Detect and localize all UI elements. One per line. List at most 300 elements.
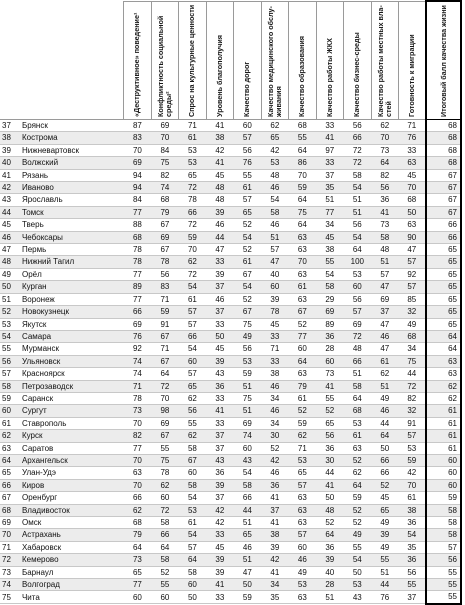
score-cell: 60 xyxy=(151,492,178,504)
score-cell: 39 xyxy=(261,541,288,553)
score-cell: 82 xyxy=(151,169,178,181)
score-cell: 49 xyxy=(234,330,261,342)
city-cell: Архангельск xyxy=(18,454,124,466)
score-cell: 54 xyxy=(316,268,343,280)
score-cell: 72 xyxy=(399,380,426,392)
score-cell: 75 xyxy=(151,454,178,466)
table-row xyxy=(0,194,461,206)
score-cell: 41 xyxy=(206,405,233,417)
score-cell: 50 xyxy=(344,566,371,578)
score-cell: 41 xyxy=(316,479,343,491)
score-cell: 94 xyxy=(124,169,151,181)
score-cell: 41 xyxy=(316,380,343,392)
score-cell: 64 xyxy=(344,479,371,491)
total-score-cell: 64 xyxy=(426,330,461,342)
score-cell: 41 xyxy=(261,517,288,529)
score-cell: 87 xyxy=(124,120,151,132)
score-cell: 63 xyxy=(289,492,316,504)
score-cell: 53 xyxy=(234,355,261,367)
score-cell: 63 xyxy=(344,442,371,454)
score-cell: 54 xyxy=(179,529,206,541)
score-cell: 69 xyxy=(151,120,178,132)
score-cell: 49 xyxy=(399,318,426,330)
score-cell: 71 xyxy=(179,120,206,132)
score-cell: 60 xyxy=(179,355,206,367)
rank-cell: 66 xyxy=(0,479,18,491)
score-cell: 66 xyxy=(124,492,151,504)
score-cell: 47 xyxy=(206,244,233,256)
score-cell: 66 xyxy=(151,529,178,541)
table-row xyxy=(0,281,461,293)
score-cell: 65 xyxy=(124,566,151,578)
city-cell: Якутск xyxy=(18,318,124,330)
score-cell: 34 xyxy=(399,343,426,355)
score-cell: 46 xyxy=(261,405,288,417)
rank-header xyxy=(0,1,18,120)
city-cell: Иваново xyxy=(18,182,124,194)
table-row xyxy=(0,219,461,231)
score-cell: 61 xyxy=(344,430,371,442)
score-cell: 37 xyxy=(206,442,233,454)
rank-cell: 68 xyxy=(0,504,18,516)
score-cell: 52 xyxy=(344,504,371,516)
score-cell: 71 xyxy=(261,343,288,355)
score-cell: 56 xyxy=(151,268,178,280)
score-cell: 68 xyxy=(124,231,151,243)
column-header-label: Итоговый балл качества жизни xyxy=(438,5,448,117)
score-cell: 75 xyxy=(151,157,178,169)
rank-cell: 72 xyxy=(0,554,18,566)
score-cell: 53 xyxy=(289,579,316,591)
city-cell: Улан-Удэ xyxy=(18,467,124,479)
score-cell: 51 xyxy=(234,517,261,529)
score-cell: 75 xyxy=(289,206,316,218)
score-cell: 86 xyxy=(289,157,316,169)
score-cell: 55 xyxy=(371,554,398,566)
score-cell: 43 xyxy=(234,454,261,466)
total-score-cell: 59 xyxy=(426,492,461,504)
score-cell: 51 xyxy=(234,405,261,417)
rank-cell: 48 xyxy=(0,256,18,268)
score-cell: 77 xyxy=(124,579,151,591)
total-score-cell: 64 xyxy=(426,343,461,355)
score-cell: 53 xyxy=(179,144,206,156)
city-cell: Владивосток xyxy=(18,504,124,516)
score-cell: 57 xyxy=(289,529,316,541)
score-cell: 69 xyxy=(234,417,261,429)
score-cell: 40 xyxy=(316,566,343,578)
score-cell: 51 xyxy=(371,566,398,578)
score-cell: 48 xyxy=(371,244,398,256)
city-header xyxy=(18,1,124,120)
score-cell: 36 xyxy=(371,194,398,206)
total-score-cell: 60 xyxy=(426,454,461,466)
score-cell: 45 xyxy=(206,541,233,553)
score-cell: 47 xyxy=(234,566,261,578)
score-cell: 29 xyxy=(316,293,343,305)
city-cell: Петрозаводск xyxy=(18,380,124,392)
score-cell: 53 xyxy=(261,157,288,169)
total-score-cell: 63 xyxy=(426,355,461,367)
score-cell: 78 xyxy=(151,256,178,268)
column-header xyxy=(261,1,288,120)
table-row xyxy=(0,467,461,479)
table-row xyxy=(0,591,461,604)
score-cell: 41 xyxy=(371,206,398,218)
score-cell: 34 xyxy=(316,219,343,231)
rank-cell: 41 xyxy=(0,169,18,181)
score-cell: 53 xyxy=(179,504,206,516)
score-cell: 54 xyxy=(234,467,261,479)
score-cell: 39 xyxy=(206,566,233,578)
score-cell: 48 xyxy=(316,504,343,516)
score-cell: 56 xyxy=(399,566,426,578)
score-cell: 30 xyxy=(261,430,288,442)
score-cell: 82 xyxy=(371,169,398,181)
score-cell: 89 xyxy=(316,318,343,330)
table-body xyxy=(0,120,461,604)
score-cell: 94 xyxy=(124,182,151,194)
score-cell: 68 xyxy=(344,405,371,417)
score-cell: 56 xyxy=(234,144,261,156)
rank-cell: 60 xyxy=(0,405,18,417)
city-cell: Томск xyxy=(18,206,124,218)
total-score-cell: 65 xyxy=(426,318,461,330)
score-cell: 64 xyxy=(179,554,206,566)
score-cell: 64 xyxy=(289,194,316,206)
column-header xyxy=(124,1,151,120)
score-cell: 57 xyxy=(399,281,426,293)
score-cell: 38 xyxy=(399,504,426,516)
score-cell: 66 xyxy=(371,454,398,466)
score-cell: 60 xyxy=(261,281,288,293)
score-cell: 28 xyxy=(316,579,343,591)
score-cell: 83 xyxy=(124,132,151,144)
score-cell: 62 xyxy=(289,430,316,442)
table-row xyxy=(0,343,461,355)
score-cell: 54 xyxy=(344,554,371,566)
score-cell: 79 xyxy=(124,529,151,541)
total-score-cell: 58 xyxy=(426,529,461,541)
score-cell: 53 xyxy=(344,579,371,591)
total-score-cell: 68 xyxy=(426,120,461,132)
score-cell: 73 xyxy=(124,554,151,566)
score-cell: 46 xyxy=(289,554,316,566)
score-cell: 50 xyxy=(371,442,398,454)
total-score-cell: 68 xyxy=(426,132,461,144)
column-header xyxy=(344,1,371,120)
rank-cell: 61 xyxy=(0,417,18,429)
score-cell: 41 xyxy=(261,566,288,578)
score-cell: 33 xyxy=(316,157,343,169)
score-cell: 51 xyxy=(316,194,343,206)
score-cell: 59 xyxy=(234,368,261,380)
table-row xyxy=(0,442,461,454)
score-cell: 45 xyxy=(261,318,288,330)
score-cell: 62 xyxy=(371,368,398,380)
score-cell: 39 xyxy=(206,206,233,218)
table-row xyxy=(0,355,461,367)
score-cell: 57 xyxy=(234,132,261,144)
city-cell: Сургут xyxy=(18,405,124,417)
score-cell: 63 xyxy=(289,244,316,256)
score-cell: 84 xyxy=(151,144,178,156)
score-cell: 61 xyxy=(399,492,426,504)
city-cell: Саранск xyxy=(18,392,124,404)
score-cell: 48 xyxy=(206,182,233,194)
score-cell: 59 xyxy=(179,231,206,243)
table-row xyxy=(0,380,461,392)
score-cell: 52 xyxy=(316,405,343,417)
score-cell: 70 xyxy=(151,392,178,404)
score-cell: 56 xyxy=(344,120,371,132)
score-cell: 45 xyxy=(206,343,233,355)
score-cell: 90 xyxy=(399,231,426,243)
score-cell: 65 xyxy=(261,132,288,144)
score-cell: 53 xyxy=(399,442,426,454)
score-cell: 46 xyxy=(206,219,233,231)
total-score-cell: 55 xyxy=(426,591,461,604)
score-cell: 47 xyxy=(399,244,426,256)
city-cell: Оренбург xyxy=(18,492,124,504)
score-cell: 58 xyxy=(179,479,206,491)
rank-cell: 53 xyxy=(0,318,18,330)
score-cell: 48 xyxy=(344,343,371,355)
table-row xyxy=(0,405,461,417)
rank-cell: 51 xyxy=(0,293,18,305)
table-row xyxy=(0,504,461,516)
score-cell: 71 xyxy=(151,293,178,305)
rank-cell: 46 xyxy=(0,231,18,243)
score-cell: 44 xyxy=(399,368,426,380)
score-cell: 57 xyxy=(179,368,206,380)
column-header-label: Качество работы ЖКХ xyxy=(324,38,334,117)
city-cell: Новокузнецк xyxy=(18,306,124,318)
score-cell: 82 xyxy=(399,392,426,404)
score-cell: 58 xyxy=(344,380,371,392)
score-cell: 74 xyxy=(151,182,178,194)
score-cell: 52 xyxy=(344,454,371,466)
city-cell: Киров xyxy=(18,479,124,491)
table-row xyxy=(0,132,461,144)
score-cell: 60 xyxy=(124,591,151,604)
score-cell: 62 xyxy=(179,392,206,404)
score-cell: 41 xyxy=(261,492,288,504)
total-score-cell: 65 xyxy=(426,256,461,268)
total-score-cell: 56 xyxy=(426,554,461,566)
score-cell: 65 xyxy=(179,380,206,392)
score-cell: 68 xyxy=(124,517,151,529)
score-cell: 89 xyxy=(124,281,151,293)
column-header-label: Уровень благополучия xyxy=(214,35,224,117)
score-cell: 51 xyxy=(344,206,371,218)
column-header-label: Качество дорог xyxy=(242,61,252,117)
score-cell: 63 xyxy=(399,219,426,231)
city-cell: Чита xyxy=(18,591,124,604)
score-cell: 77 xyxy=(124,206,151,218)
score-cell: 65 xyxy=(234,529,261,541)
score-cell: 39 xyxy=(261,293,288,305)
column-header xyxy=(371,1,398,120)
score-cell: 57 xyxy=(399,430,426,442)
table-row xyxy=(0,169,461,181)
score-cell: 64 xyxy=(151,541,178,553)
score-cell: 30 xyxy=(316,454,343,466)
score-cell: 72 xyxy=(151,504,178,516)
score-cell: 37 xyxy=(206,430,233,442)
table-row xyxy=(0,430,461,442)
total-score-cell: 60 xyxy=(426,479,461,491)
score-cell: 69 xyxy=(316,306,343,318)
table-row xyxy=(0,541,461,553)
score-cell: 66 xyxy=(371,467,398,479)
score-cell: 69 xyxy=(151,231,178,243)
city-cell: Волгоград xyxy=(18,579,124,591)
total-score-cell: 65 xyxy=(426,244,461,256)
score-cell: 39 xyxy=(316,554,343,566)
score-cell: 55 xyxy=(316,392,343,404)
rank-cell: 39 xyxy=(0,144,18,156)
score-cell: 71 xyxy=(124,380,151,392)
score-cell: 59 xyxy=(151,306,178,318)
score-cell: 78 xyxy=(261,306,288,318)
total-score-cell: 57 xyxy=(426,541,461,553)
score-cell: 74 xyxy=(234,430,261,442)
score-cell: 56 xyxy=(371,182,398,194)
score-cell: 35 xyxy=(316,182,343,194)
score-cell: 41 xyxy=(316,132,343,144)
score-cell: 37 xyxy=(371,306,398,318)
score-cell: 45 xyxy=(206,169,233,181)
score-cell: 32 xyxy=(399,306,426,318)
score-cell: 44 xyxy=(371,579,398,591)
total-score-cell: 65 xyxy=(426,281,461,293)
score-cell: 33 xyxy=(206,256,233,268)
rank-cell: 49 xyxy=(0,268,18,280)
score-cell: 46 xyxy=(261,219,288,231)
score-cell: 70 xyxy=(179,244,206,256)
total-score-cell: 63 xyxy=(426,368,461,380)
total-score-cell: 61 xyxy=(426,430,461,442)
score-cell: 58 xyxy=(179,442,206,454)
score-cell: 36 xyxy=(316,330,343,342)
score-cell: 76 xyxy=(399,132,426,144)
score-cell: 65 xyxy=(179,169,206,181)
table-row xyxy=(0,182,461,194)
score-cell: 72 xyxy=(179,219,206,231)
score-cell: 78 xyxy=(151,467,178,479)
score-cell: 46 xyxy=(371,405,398,417)
score-cell: 34 xyxy=(261,579,288,591)
score-cell: 63 xyxy=(289,368,316,380)
score-cell: 45 xyxy=(371,492,398,504)
score-cell: 46 xyxy=(261,467,288,479)
score-cell: 70 xyxy=(124,417,151,429)
score-cell: 46 xyxy=(234,541,261,553)
total-score-cell: 55 xyxy=(426,579,461,591)
table-row xyxy=(0,157,461,169)
city-cell: Чебоксары xyxy=(18,231,124,243)
score-cell: 79 xyxy=(289,380,316,392)
score-cell: 72 xyxy=(344,157,371,169)
total-score-cell: 67 xyxy=(426,206,461,218)
score-cell: 50 xyxy=(206,330,233,342)
rank-cell: 47 xyxy=(0,244,18,256)
score-cell: 62 xyxy=(179,256,206,268)
city-cell: Тверь xyxy=(18,219,124,231)
total-score-cell: 66 xyxy=(426,219,461,231)
score-cell: 58 xyxy=(151,517,178,529)
score-cell: 65 xyxy=(316,417,343,429)
score-cell: 73 xyxy=(124,405,151,417)
score-cell: 51 xyxy=(344,194,371,206)
score-cell: 46 xyxy=(261,380,288,392)
score-cell: 63 xyxy=(289,231,316,243)
score-cell: 56 xyxy=(344,219,371,231)
score-cell: 33 xyxy=(206,417,233,429)
column-header-label: Качество медицинского обслу-живания xyxy=(265,6,283,117)
score-cell: 53 xyxy=(289,454,316,466)
rank-cell: 37 xyxy=(0,120,18,132)
score-cell: 37 xyxy=(261,504,288,516)
table-row xyxy=(0,306,461,318)
score-cell: 67 xyxy=(234,268,261,280)
score-cell: 100 xyxy=(344,256,371,268)
table-row xyxy=(0,554,461,566)
score-cell: 42 xyxy=(261,144,288,156)
score-cell: 60 xyxy=(289,343,316,355)
table-row xyxy=(0,579,461,591)
score-cell: 52 xyxy=(316,517,343,529)
score-cell: 69 xyxy=(124,157,151,169)
score-cell: 85 xyxy=(399,293,426,305)
score-cell: 98 xyxy=(151,405,178,417)
column-header-label: Готовность к миграции xyxy=(407,34,417,117)
total-score-cell: 55 xyxy=(426,566,461,578)
score-cell: 34 xyxy=(261,417,288,429)
score-cell: 72 xyxy=(179,268,206,280)
score-cell: 38 xyxy=(316,244,343,256)
column-header xyxy=(179,1,206,120)
score-cell: 69 xyxy=(151,417,178,429)
score-cell: 60 xyxy=(289,541,316,553)
rank-cell: 59 xyxy=(0,392,18,404)
total-score-cell: 67 xyxy=(426,169,461,181)
city-cell: Кемерово xyxy=(18,554,124,566)
score-cell: 44 xyxy=(234,504,261,516)
city-cell: Орёл xyxy=(18,268,124,280)
score-cell: 50 xyxy=(399,206,426,218)
score-cell: 58 xyxy=(371,231,398,243)
score-cell: 59 xyxy=(399,454,426,466)
score-cell: 39 xyxy=(371,529,398,541)
score-cell: 53 xyxy=(344,268,371,280)
score-cell: 64 xyxy=(289,355,316,367)
score-cell: 59 xyxy=(234,591,261,604)
city-cell: Кострома xyxy=(18,132,124,144)
score-cell: 39 xyxy=(206,479,233,491)
score-cell: 92 xyxy=(124,343,151,355)
city-cell: Саратов xyxy=(18,442,124,454)
score-cell: 70 xyxy=(399,479,426,491)
score-cell: 64 xyxy=(344,244,371,256)
score-cell: 47 xyxy=(371,281,398,293)
score-cell: 42 xyxy=(399,467,426,479)
score-cell: 64 xyxy=(371,157,398,169)
city-cell: Курск xyxy=(18,430,124,442)
city-cell: Нижний Тагил xyxy=(18,256,124,268)
table-header-row xyxy=(0,1,461,120)
